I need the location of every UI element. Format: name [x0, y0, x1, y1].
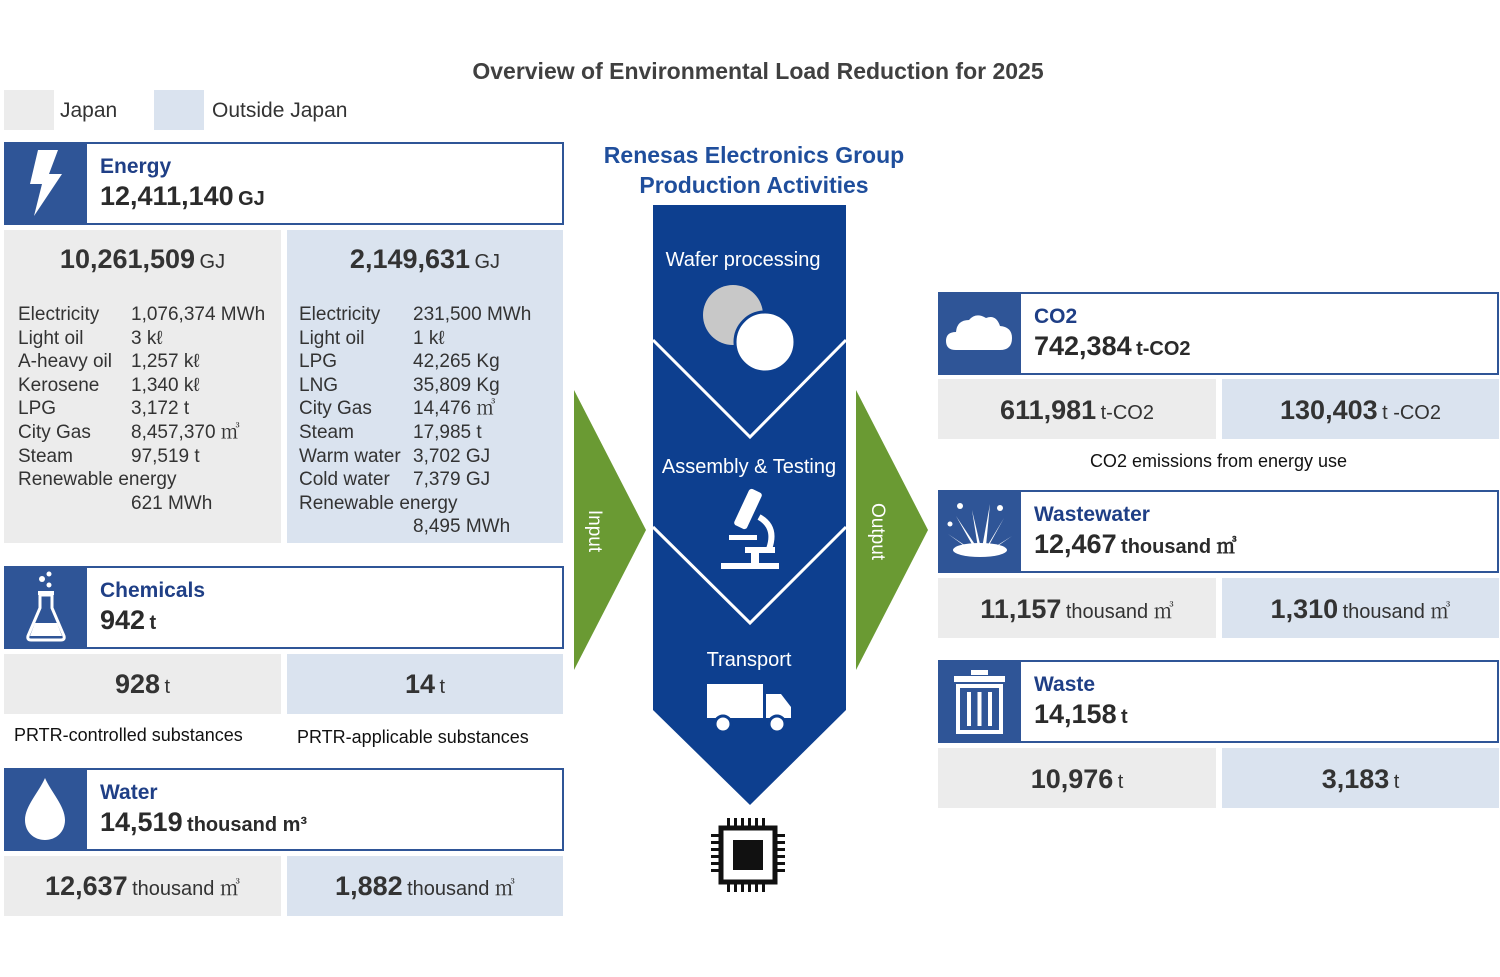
energy-outside-value: 2,149,631 [349, 244, 471, 274]
legend-outside-swatch [154, 90, 204, 130]
waste-outside-cell [1222, 748, 1499, 808]
wastewater-japan-cell [938, 578, 1216, 638]
water-total-value: 14,519 [100, 807, 183, 837]
center-title-line1: Renesas Electronics Group [603, 142, 905, 168]
breakdown-item-name: Renewable energy [18, 469, 177, 491]
chemicals-total [100, 605, 156, 636]
chemicals-japan-cell [4, 654, 281, 714]
breakdown-item-amount: 7,379 GJ [413, 469, 491, 491]
microscope-icon [715, 485, 785, 571]
page-title: Overview of Environmental Load Reduction for 2025 [472, 58, 1044, 84]
chemicals-total-value: 942 [100, 605, 146, 635]
chemicals-japan-value: 928 [114, 669, 161, 699]
breakdown-item-name: Steam [18, 445, 73, 467]
step-assembly-testing: Assembly & Testing [661, 456, 837, 478]
breakdown-item-name: City Gas [18, 421, 91, 443]
energy-header [4, 142, 564, 225]
energy-total-unit: GJ [238, 188, 265, 210]
waste-total-unit: t [1121, 706, 1128, 728]
co2-label: CO2 [1034, 305, 1078, 328]
waste-label: Waste [1034, 673, 1096, 696]
wafer-icon [700, 282, 800, 377]
water-label: Water [100, 781, 158, 804]
breakdown-item-amount: 8,457,370 ㎥ [131, 421, 240, 443]
chip-icon [709, 818, 787, 892]
wastewater-outside-unit: thousand ㎥ [1342, 601, 1451, 623]
energy-icon-box [4, 142, 87, 225]
breakdown-item-amount: 1,257 kℓ [131, 351, 200, 373]
breakdown-item-amount: 1 kℓ [413, 327, 445, 349]
chemicals-outside-value: 14 [404, 669, 436, 699]
legend-outside-label: Outside Japan [212, 99, 348, 122]
co2-japan-cell [938, 379, 1216, 439]
breakdown-item-amount: 3 kℓ [131, 327, 163, 349]
breakdown-item-amount: 35,809 Kg [413, 374, 500, 396]
center-title [574, 140, 934, 200]
waste-total [1034, 699, 1128, 730]
chemicals-outside-unit: t [439, 676, 446, 698]
chemicals-outside-caption: PRTR-applicable substances [297, 727, 529, 747]
waste-outside-value: 3,183 [1321, 764, 1390, 794]
breakdown-item-name: Electricity [18, 304, 100, 325]
breakdown-item-name: Light oil [299, 327, 365, 349]
chemicals-outside-cell [287, 654, 563, 714]
energy-label: Energy [100, 155, 172, 178]
truck-icon [705, 680, 797, 735]
co2-total-value: 742,384 [1034, 331, 1132, 361]
waste-icon-box [938, 660, 1021, 743]
breakdown-item-name: LNG [299, 374, 339, 396]
breakdown-item-name: LPG [299, 351, 338, 373]
energy-japan-total [4, 244, 281, 275]
energy-total-value: 12,411,140 [100, 181, 234, 211]
breakdown-item-name: Warm water [299, 445, 401, 467]
breakdown-item-amount: 231,500 MWh [413, 304, 532, 325]
breakdown-item-name: Light oil [18, 327, 84, 349]
breakdown-item-amount: 1,076,374 MWh [131, 304, 266, 325]
breakdown-item-name: City Gas [299, 398, 372, 420]
co2-outside-cell [1222, 379, 1499, 439]
energy-outside-unit: GJ [474, 251, 501, 273]
water-drop-icon [4, 768, 87, 851]
breakdown-item-amount: 3,702 GJ [413, 445, 491, 467]
energy-japan-panel [4, 230, 281, 543]
co2-header [938, 292, 1499, 375]
wastewater-japan-value: 11,157 [980, 594, 1062, 624]
energy-outside-panel [287, 230, 563, 543]
energy-japan-unit: GJ [199, 251, 226, 273]
splash-icon [938, 490, 1021, 573]
waste-japan-value: 10,976 [1030, 764, 1114, 794]
input-label: Input [584, 509, 605, 553]
water-outside-unit: thousand ㎥ [407, 878, 515, 900]
center-title-line2: Production Activities [639, 172, 869, 198]
breakdown-item-amount: 42,265 Kg [413, 351, 500, 373]
energy-outside-breakdown [299, 303, 531, 539]
breakdown-item-name: LPG [18, 398, 57, 420]
breakdown-item-name: Renewable energy [299, 492, 458, 514]
water-total-unit: thousand m³ [187, 814, 308, 836]
energy-outside-total [287, 244, 563, 275]
chemicals-header [4, 566, 564, 649]
legend-japan-swatch [4, 90, 54, 130]
waste-outside-unit: t [1393, 771, 1400, 793]
breakdown-item-name: Steam [299, 421, 354, 443]
breakdown-item-name: Cold water [299, 469, 390, 491]
breakdown-item-amount: 621 MWh [131, 492, 213, 514]
co2-japan-unit: t-CO2 [1100, 402, 1154, 424]
chemicals-japan-caption: PRTR-controlled substances [14, 725, 243, 745]
breakdown-item-name: A-heavy oil [18, 351, 112, 373]
water-total [100, 807, 307, 838]
co2-outside-unit: t -CO2 [1382, 402, 1441, 424]
chemicals-label: Chemicals [100, 579, 206, 602]
flask-icon [4, 566, 87, 649]
breakdown-item-name: Kerosene [18, 374, 100, 396]
breakdown-item-amount: 3,172 t [131, 398, 190, 420]
co2-total-unit: t-CO2 [1136, 338, 1191, 360]
breakdown-item-amount: 8,495 MWh [413, 516, 511, 538]
chemicals-icon-box [4, 566, 87, 649]
wastewater-total-value: 12,467 [1034, 529, 1117, 559]
breakdown-item-amount: 97,519 t [131, 445, 200, 467]
water-japan-value: 12,637 [45, 871, 128, 901]
chemicals-total-unit: t [149, 612, 157, 634]
wastewater-total [1034, 529, 1237, 560]
output-label: Output [867, 503, 888, 561]
water-icon-box [4, 768, 87, 851]
wastewater-total-unit: thousand ㎥ [1121, 536, 1237, 558]
energy-total [100, 181, 265, 212]
water-outside-cell [287, 856, 563, 916]
breakdown-item-amount: 17,985 t [413, 421, 482, 443]
waste-japan-cell [938, 748, 1216, 808]
chemicals-japan-unit: t [164, 676, 171, 698]
breakdown-item-amount: 14,476 ㎥ [413, 398, 496, 420]
step-transport: Transport [706, 649, 792, 671]
step-wafer-processing: Wafer processing [665, 249, 821, 271]
co2-outside-value: 130,403 [1280, 395, 1378, 425]
co2-japan-value: 611,981 [1000, 395, 1097, 425]
co2-total [1034, 331, 1191, 362]
co2-icon-box [938, 292, 1021, 375]
water-japan-unit: thousand ㎥ [132, 878, 240, 900]
lightning-icon [4, 142, 87, 225]
wastewater-label: Wastewater [1034, 503, 1150, 526]
legend-japan-label: Japan [60, 99, 118, 122]
energy-japan-value: 10,261,509 [59, 244, 196, 274]
waste-japan-unit: t [1117, 771, 1124, 793]
waste-total-value: 14,158 [1034, 699, 1117, 729]
energy-japan-breakdown [18, 303, 265, 515]
breakdown-item-amount: 1,340 kℓ [131, 374, 200, 396]
water-japan-cell [4, 856, 281, 916]
wastewater-outside-value: 1,310 [1270, 594, 1339, 624]
wastewater-japan-unit: thousand ㎥ [1065, 601, 1174, 623]
co2-caption: CO2 emissions from energy use [1089, 451, 1348, 471]
wastewater-icon-box [938, 490, 1021, 573]
cloud-icon [938, 292, 1021, 375]
trash-can-icon [938, 660, 1021, 743]
breakdown-item-name: Electricity [299, 304, 381, 325]
waste-header [938, 660, 1499, 743]
water-outside-value: 1,882 [335, 871, 403, 901]
wastewater-outside-cell [1222, 578, 1499, 638]
